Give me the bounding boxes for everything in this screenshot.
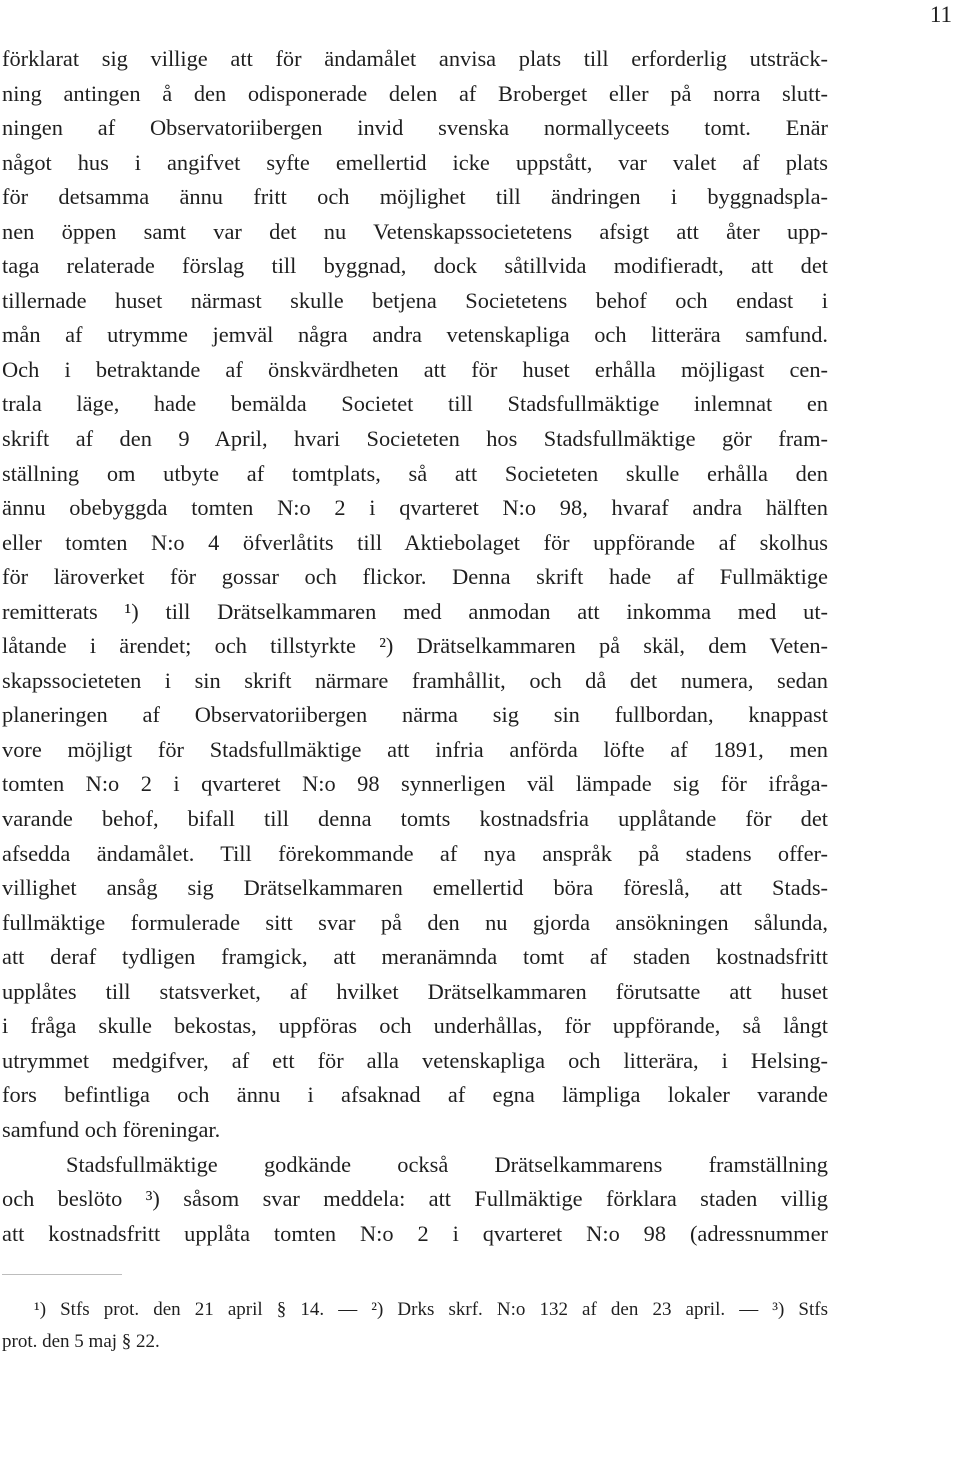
text-line: låtande i ärendet; och tillstyrkte ²) Drätselkammaren på skäl, dem Veten- xyxy=(2,633,828,659)
text-line: för läroverket för gossar och flickor. Denna skrift hade af Fullmäktige xyxy=(2,564,828,590)
text-line: nen öppen samt var det nu Vetenskapssocietetens afsigt att åter upp- xyxy=(2,218,828,244)
page-number: 11 xyxy=(929,2,952,27)
text-line: skrift af den 9 April, hvari Societeten hos Stadsfullmäktige gör fram- xyxy=(2,426,828,452)
text-line: för detsamma ännu fritt och möjlighet till ändringen i byggnadspla- xyxy=(2,184,828,210)
footnote-divider xyxy=(2,1274,122,1275)
text-line: mån af utrymme jemväl några andra vetenskapliga och litterära samfund. xyxy=(2,322,828,348)
text-line: utrymmet medgifver, af ett för alla vetenskapliga och litterära, i Helsing- xyxy=(2,1047,828,1073)
text-line: vore möjligt för Stadsfullmäktige att infria anförda löfte af 1891, men xyxy=(2,736,828,762)
text-line: och beslöto ³) såsom svar meddela: att Fullmäktige förklara staden villig xyxy=(2,1186,828,1212)
text-line: remitterats ¹) till Drätselkammaren med anmodan att inkomma med ut- xyxy=(2,598,828,624)
text-line: i fråga skulle bekostas, uppföras och underhållas, för uppförande, så långt xyxy=(2,1013,828,1039)
footnote-line: ¹) Stfs prot. den 21 april § 14. — ²) Drks skrf. N:o 132 af den 23 april. — ³) Stfs xyxy=(34,1299,828,1320)
footnotes xyxy=(2,1294,828,1358)
text-line: taga relaterade förslag till byggnad, dock såtillvida modifieradt, att det xyxy=(2,253,828,279)
text-line: trala läge, hade bemälda Societet till Stadsfullmäktige inlemnat en xyxy=(2,391,828,417)
text-line: tomten N:o 2 i qvarteret N:o 98 synnerligen väl lämpade sig för ifråga- xyxy=(2,771,828,797)
text-line: Stadsfullmäktige godkände också Drätselkammarens framställning xyxy=(66,1151,828,1177)
text-line: att kostnadsfritt upplåta tomten N:o 2 i qvarteret N:o 98 (adressnummer xyxy=(2,1220,828,1246)
text-line: ning antingen å den odisponerade delen af Broberget eller på norra slutt- xyxy=(2,80,828,106)
text-line: planeringen af Observatoriibergen närma sig sin fullbordan, knappast xyxy=(2,702,828,728)
text-line: ställning om utbyte af tomtplats, så att Societeten skulle erhålla den xyxy=(2,460,828,486)
text-line: ännu obebyggda tomten N:o 2 i qvarteret N:o 98, hvaraf andra hälften xyxy=(2,495,828,521)
text-line: tillernade huset närmast skulle betjena Societetens behof och endast i xyxy=(2,287,828,313)
text-line: skapssocieteten i sin skrift närmare framhållit, och då det numera, sedan xyxy=(2,667,828,693)
text-line: ningen af Observatoriibergen invid svenska normallyceets tomt. Enär xyxy=(2,115,828,141)
text-line: samfund och föreningar. xyxy=(2,1116,221,1142)
text-line: att deraf tydligen framgick, att meranämnda tomt af staden kostnadsfritt xyxy=(2,944,828,970)
text-line: varande behof, bifall till denna tomts kostnadsfria upplåtande för det xyxy=(2,806,828,832)
text-line: afsedda ändamålet. Till förekommande af nya anspråk på stadens offer- xyxy=(2,840,828,866)
text-line: eller tomten N:o 4 öfverlåtits till Aktiebolaget för uppförande af skolhus xyxy=(2,529,828,555)
text-line: upplåtes till statsverket, af hvilket Drätselkammaren förutsatte att huset xyxy=(2,978,828,1004)
text-line: fullmäktige formulerade sitt svar på den nu gjorda ansökningen sålunda, xyxy=(2,909,828,935)
footnote-line: prot. den 5 maj § 22. xyxy=(2,1331,160,1352)
text-line: Och i betraktande af önskvärdheten att för huset erhålla möjligast cen- xyxy=(2,356,828,382)
text-line: något hus i angifvet syfte emellertid icke uppstått, var valet af plats xyxy=(2,149,828,175)
text-line: förklarat sig villige att för ändamålet anvisa plats till erforderlig utsträck- xyxy=(2,46,828,71)
text-line: villighet ansåg sig Drätselkammaren emellertid böra föreslå, att Stads- xyxy=(2,875,828,901)
body-text xyxy=(2,42,828,1251)
text-line: fors befintliga och ännu i afsaknad af egna lämpliga lokaler varande xyxy=(2,1082,828,1108)
